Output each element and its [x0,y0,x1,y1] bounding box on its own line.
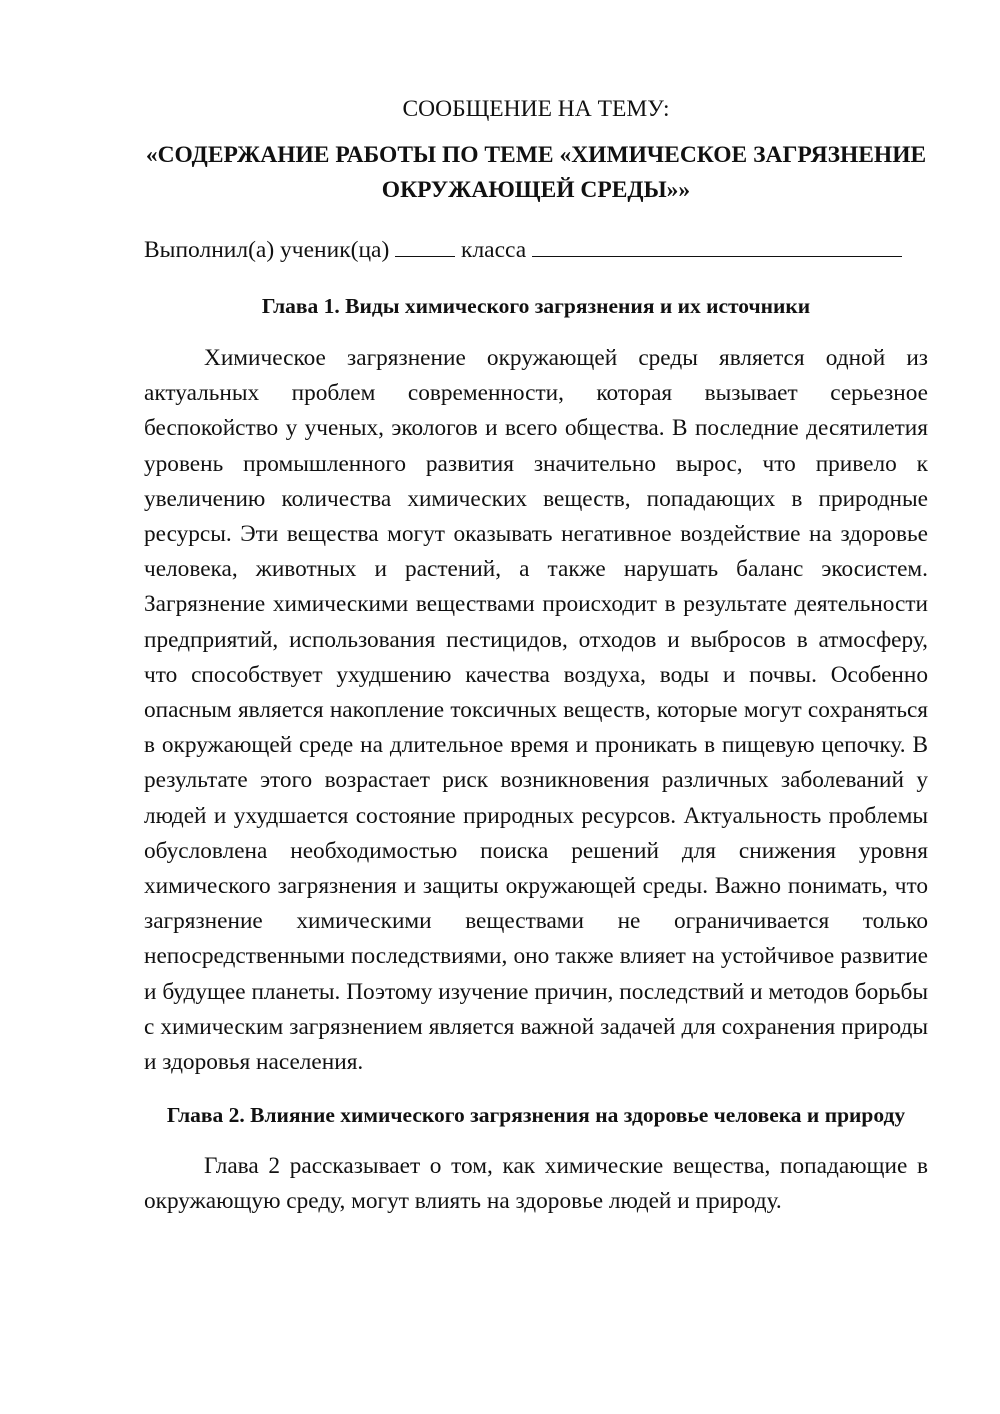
author-label: Выполнил(а) ученик(ца) [144,237,390,263]
chapter-2-heading: Глава 2. Влияние химического загрязнения на здоровье человека и природу [166,1103,906,1128]
document-title: «СОДЕРЖАНИЕ РАБОТЫ ПО ТЕМЕ «ХИМИЧЕСКОЕ ЗАГРЯЗНЕНИЕ ОКРУЖАЮЩЕЙ СРЕДЫ»» [145,142,927,203]
chapter-2-paragraph: Глава 2 рассказывает о том, как химические вещества, попадающие в окружающую среду, могут влиять на здоровье людей и природу. [144,1153,928,1215]
subject-line: СООБЩЕНИЕ НА ТЕМУ: [402,96,670,122]
grade-blank [395,234,455,257]
chapter-1-paragraph: Химическое загрязнение окружающей среды является одной из актуальных проблем современности, которая вызывает серьезное беспокойство у ученых, экологов и всего общества. В последние десятилетия уровень промышленного развития значительно вырос, что привело к увеличению количества химических веществ, попадающих в природные ресурсы. Эти вещества могут оказывать негативное воздействие на здоровье человека, животных и растений, а также нарушать баланс экосистем. Загрязнение химическими веществами происходит в результате деятельности предприятий, использования пестицидов, отходов и выбросов в атмосферу, что способствует ухудшению качества воздуха, воды и почвы. Особенно опасным является накопление токсичных веществ, которые могут сохраняться в окружающей среде на длительное время и проникать в пищевую цепочку. В результате этого возрастает риск возникновения различных заболеваний у людей и ухудшается состояние природных ресурсов. Актуальность проблемы обусловлена необходимостью поиска решений для снижения уровня химического загрязнения и защиты окружающей среды. Важно понимать, что загрязнение химическими веществами не ограничивается только непосредственными последствиями, оно также влияет на устойчивое развитие и будущее планеты. Поэтому изучение причин, последствий и методов борьбы с химическим загрязнением является важной задачей для сохранения природы и здоровья населения. [144,345,928,1076]
author-line [144,233,928,268]
class-label: класса [461,237,527,263]
document-body [144,92,928,1220]
chapter-1-heading: Глава 1. Виды химического загрязнения и их источники [261,294,811,318]
name-blank [532,234,902,257]
